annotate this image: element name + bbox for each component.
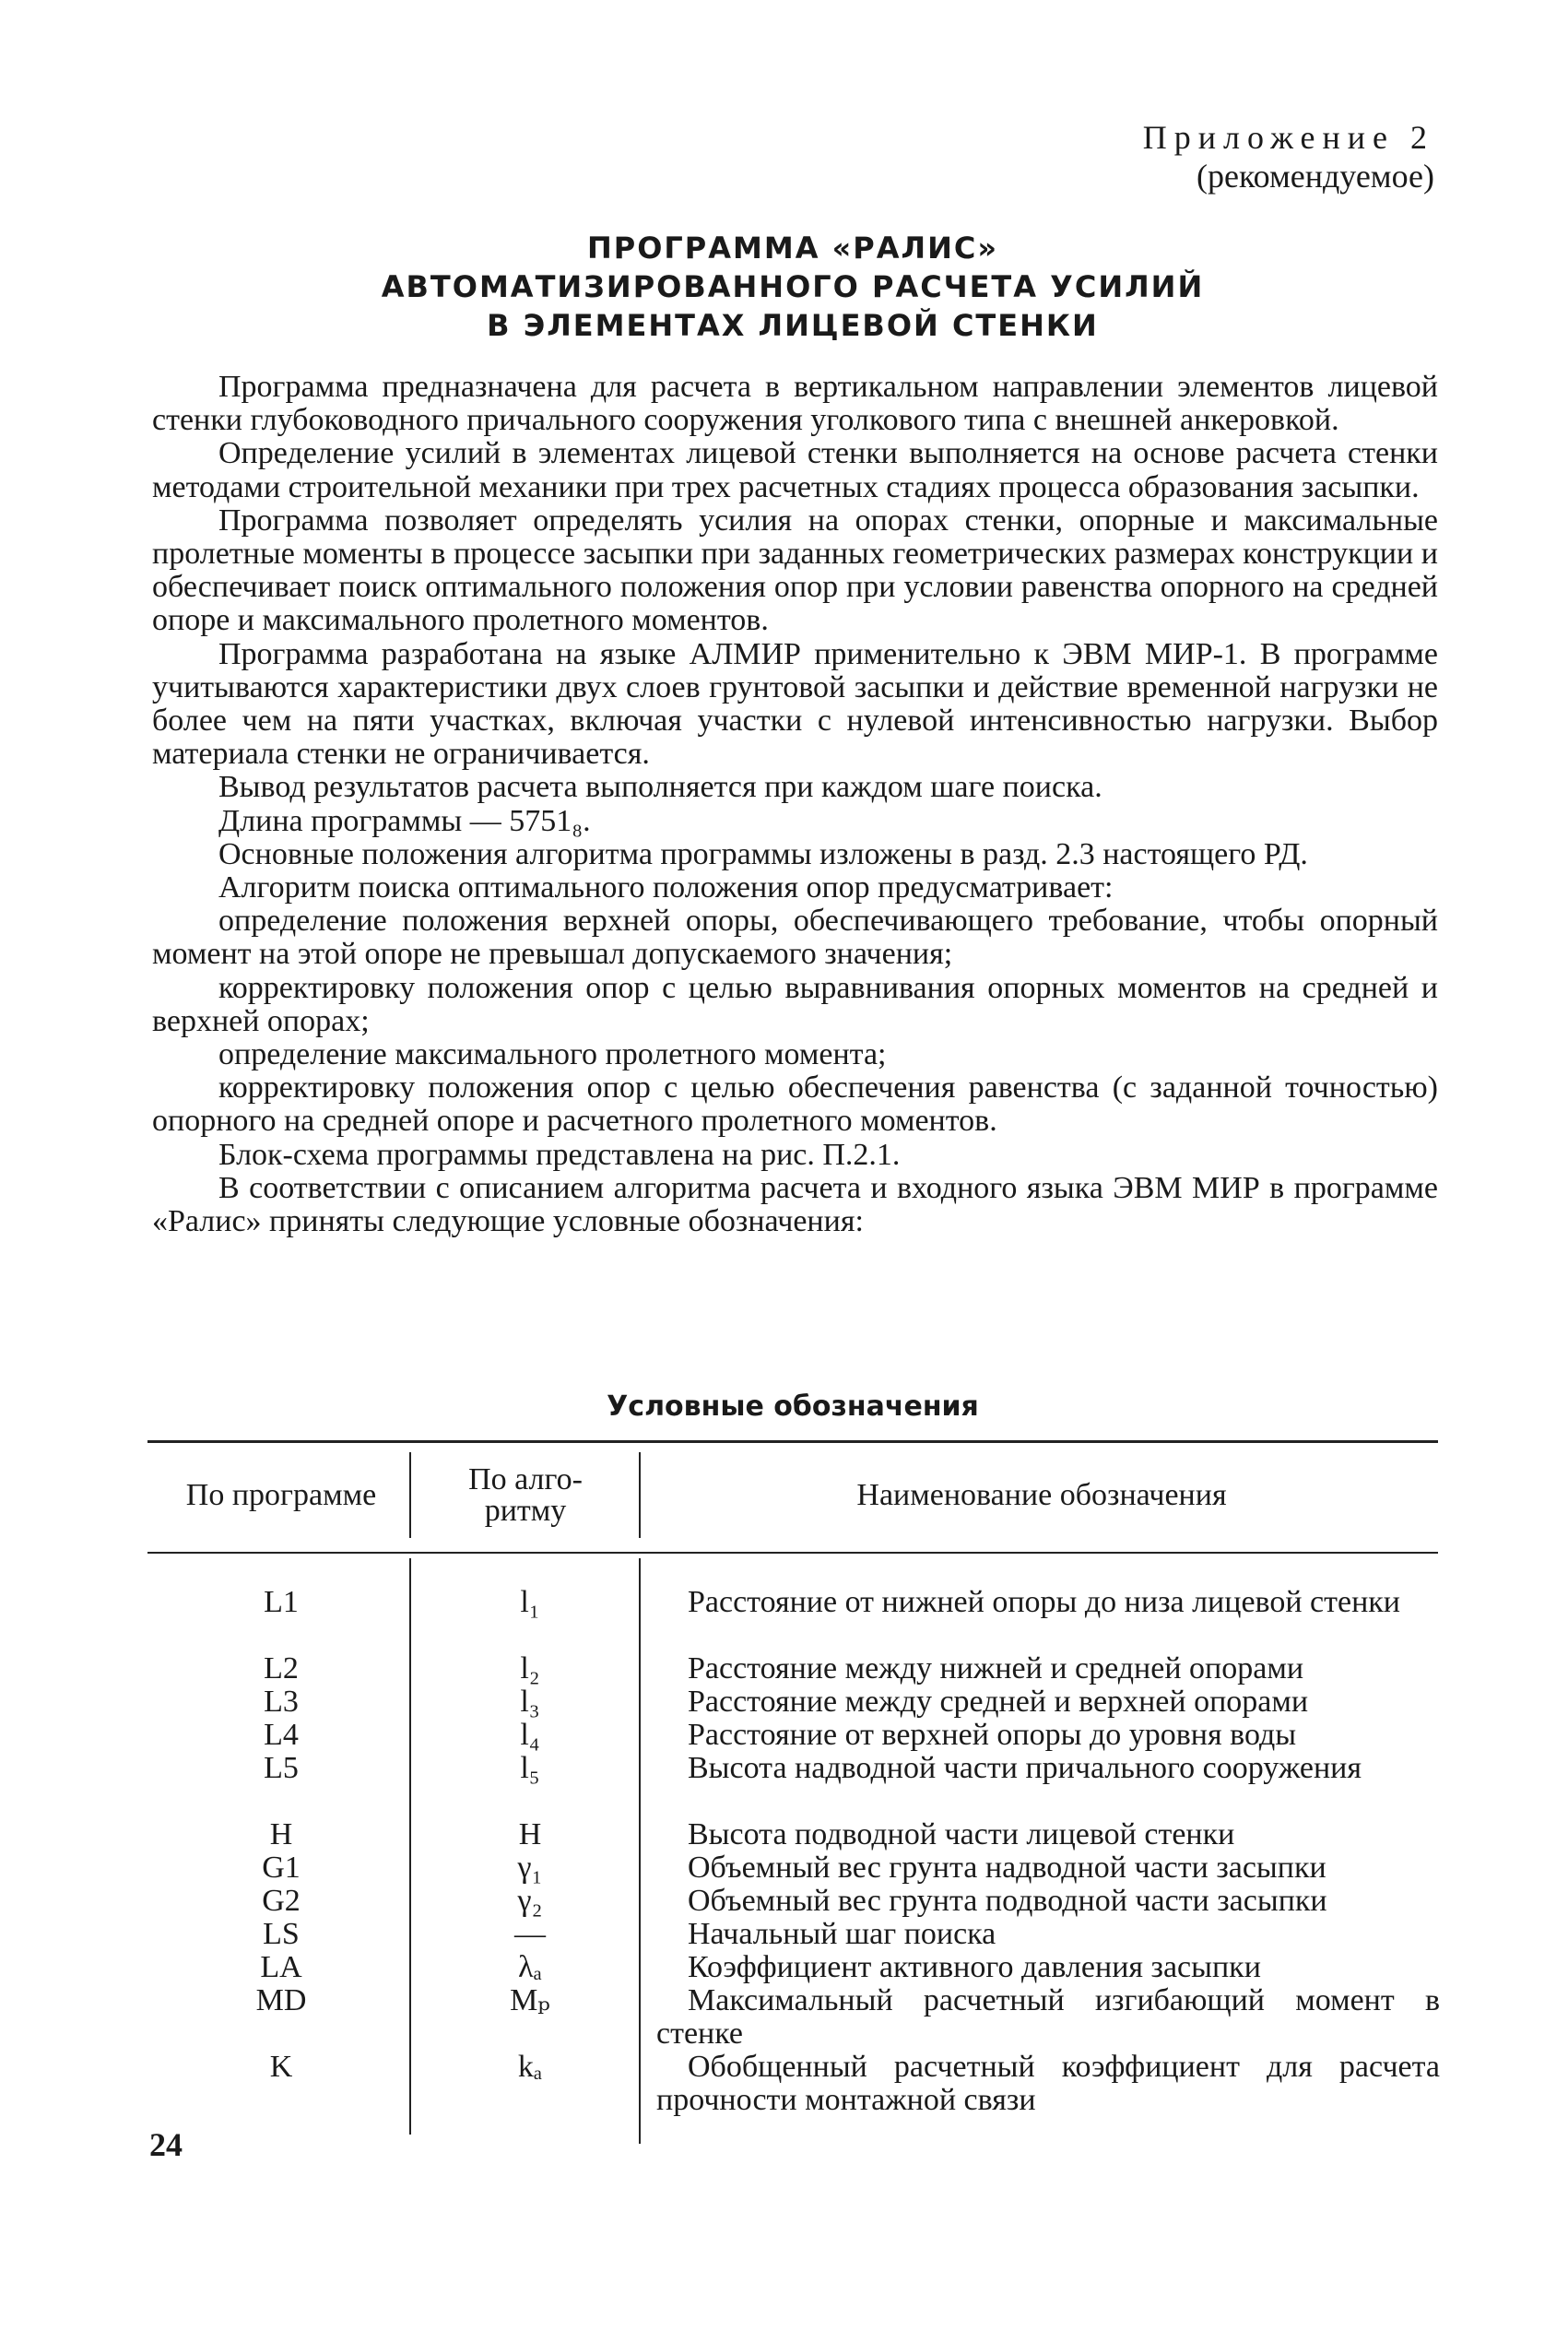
cell-name	[656, 1586, 1440, 1619]
cell-algorithm: —	[514, 1917, 546, 1951]
cell-program: H	[269, 1817, 293, 1851]
paragraph: Определение усилий в элементах лицевой стенки выполняется на основе расчета стенки методами строительной механики при трех расчетных стадиях процесса образования засыпки.	[152, 436, 1438, 504]
paragraph: Блок-схема программы представлена на рис. П.2.1.	[218, 1137, 901, 1172]
header-algorithm	[415, 1464, 636, 1527]
paragraph: Вывод результатов расчета выполняется при каждом шаге поиска.	[218, 770, 1102, 805]
cell-program: L2	[264, 1651, 299, 1685]
header-program: По программе	[185, 1478, 377, 1512]
cell-program: L3	[264, 1685, 299, 1719]
cell-program: K	[269, 2050, 293, 2084]
title-line-2: АВТОМАТИЗИРОВАННОГО РАСЧЕТА УСИЛИЙ	[381, 269, 1205, 304]
cell-algorithm: l₃	[520, 1685, 540, 1719]
cell-name	[656, 1951, 1440, 1984]
title-line-3: В ЭЛЕМЕНТАХ ЛИЦЕВОЙ СТЕНКИ	[487, 308, 1099, 343]
table-header-rule	[147, 1552, 1438, 1554]
paragraph: определение положения верхней опоры, обеспечивающего требование, чтобы опорный момент на этой опоре не превышал допускаемого значения;	[152, 904, 1438, 972]
cell-algorithm: λₐ	[518, 1950, 542, 1984]
table-title: Условные обозначения	[607, 1390, 979, 1423]
cell-name	[656, 1984, 1440, 2051]
document-title	[147, 229, 1438, 345]
header-algorithm-line-2: ритму	[484, 1494, 567, 1528]
cell-program: G2	[262, 1884, 301, 1918]
cell-name-text: Высота надводной части причального сооружения	[688, 1751, 1362, 1785]
appendix-note: (рекомендуемое)	[1197, 158, 1434, 195]
cell-program: G1	[262, 1851, 301, 1885]
cell-algorithm: l₂	[520, 1651, 540, 1685]
cell-name-text: Расстояние от нижней опоры до низа лицевой стенки	[688, 1585, 1401, 1619]
cell-name-text: Объемный вес грунта надводной части засыпки	[688, 1851, 1326, 1885]
cell-algorithm: Mₚ	[510, 1983, 550, 2017]
cell-name	[656, 1719, 1440, 1752]
paragraph: Программа предназначена для расчета в вертикальном направлении элементов лицевой стенки глубоководного причального сооружения уголкового типа с внешней анкеровкой.	[152, 370, 1438, 438]
cell-algorithm: H	[518, 1817, 542, 1851]
cell-name-text: Максимальный расчетный изгибающий момент в стенке	[656, 1983, 1440, 2051]
body-text	[152, 371, 1438, 1238]
cell-name	[656, 1918, 1440, 1951]
cell-name-text: Объемный вес грунта подводной части засыпки	[688, 1884, 1327, 1918]
cell-algorithm: l₅	[520, 1751, 540, 1785]
cell-name	[656, 1652, 1440, 1685]
appendix-number: Приложение 2	[1142, 119, 1434, 156]
table-top-rule	[147, 1440, 1438, 1443]
cell-name-text: Расстояние между средней и верхней опорами	[688, 1685, 1309, 1719]
header-name: Наименование обозначения	[856, 1478, 1227, 1512]
paragraph: В соответствии с описанием алгоритма расчета и входного языка ЭВМ МИР в программе «Ралис» приняты следующие условные обозначения:	[152, 1170, 1438, 1239]
cell-program: MD	[255, 1983, 307, 2017]
cell-algorithm: γ₂	[517, 1884, 543, 1918]
cell-name-text: Расстояние между нижней и средней опорами	[688, 1651, 1304, 1685]
header-algorithm-line-1: По алго-	[468, 1462, 583, 1496]
cell-program: LA	[260, 1950, 302, 1984]
cell-name-text: Обобщенный расчетный коэффициент для расчета прочности монтажной связи	[656, 2050, 1440, 2117]
cell-program: L1	[264, 1585, 299, 1619]
cell-name	[656, 1685, 1440, 1719]
paragraph: Программа позволяет определять усилия на опорах стенки, опорные и максимальные пролетные моменты в процессе засыпки при заданных геометрических размерах конструкции и обеспечивает поиск оптимального положения опор при условии равенства опорного на средней опоре и максимального пролетного моментов.	[152, 503, 1438, 638]
cell-name-text: Расстояние от верхней опоры до уровня воды	[688, 1718, 1297, 1752]
cell-algorithm: kₐ	[517, 2050, 543, 2084]
cell-program: L5	[264, 1751, 299, 1785]
cell-name-text: Начальный шаг поиска	[688, 1917, 996, 1951]
paragraph: Программа разработана на языке АЛМИР применительно к ЭВМ МИР-1. В программе учитываются характеристики двух слоев грунтовой засыпки и действие временной нагрузки не более чем на пяти участках, включая участки с нулевой интенсивностью нагрузки. Выбор материала стенки не ограничивается.	[152, 636, 1438, 772]
cell-name	[656, 2051, 1440, 2117]
column-divider-2	[639, 1452, 641, 1538]
cell-algorithm: l₄	[520, 1718, 540, 1752]
paragraph: корректировку положения опор с целью выравнивания опорных моментов на средней и верхней опорах;	[152, 970, 1438, 1038]
paragraph: Алгоритм поиска оптимального положения опор предусматривает:	[218, 870, 1114, 905]
paragraph: Длина программы — 5751₈.	[218, 803, 591, 838]
cell-algorithm: γ₁	[517, 1851, 543, 1885]
paragraph: определение максимального пролетного момента;	[218, 1037, 887, 1072]
appendix-label	[1143, 118, 1434, 195]
cell-name	[656, 1818, 1440, 1851]
cell-name	[656, 1885, 1440, 1918]
cell-program: LS	[263, 1917, 300, 1951]
paragraph: Основные положения алгоритма программы изложены в разд. 2.3 настоящего РД.	[218, 836, 1308, 871]
cell-name-text: Высота подводной части лицевой стенки	[688, 1817, 1235, 1851]
cell-program: L4	[264, 1718, 299, 1752]
page-number: 24	[149, 2126, 183, 2163]
cell-name	[656, 1851, 1440, 1885]
cell-name-text: Коэффициент активного давления засыпки	[688, 1950, 1261, 1984]
paragraph: корректировку положения опор с целью обеспечения равенства (с заданной точностью) опорного на средней опоре и расчетного пролетного моментов.	[152, 1070, 1438, 1139]
cell-algorithm: l₁	[520, 1585, 540, 1619]
title-line-1: ПРОГРАММА «РАЛИС»	[586, 231, 999, 266]
cell-name	[656, 1752, 1440, 1785]
